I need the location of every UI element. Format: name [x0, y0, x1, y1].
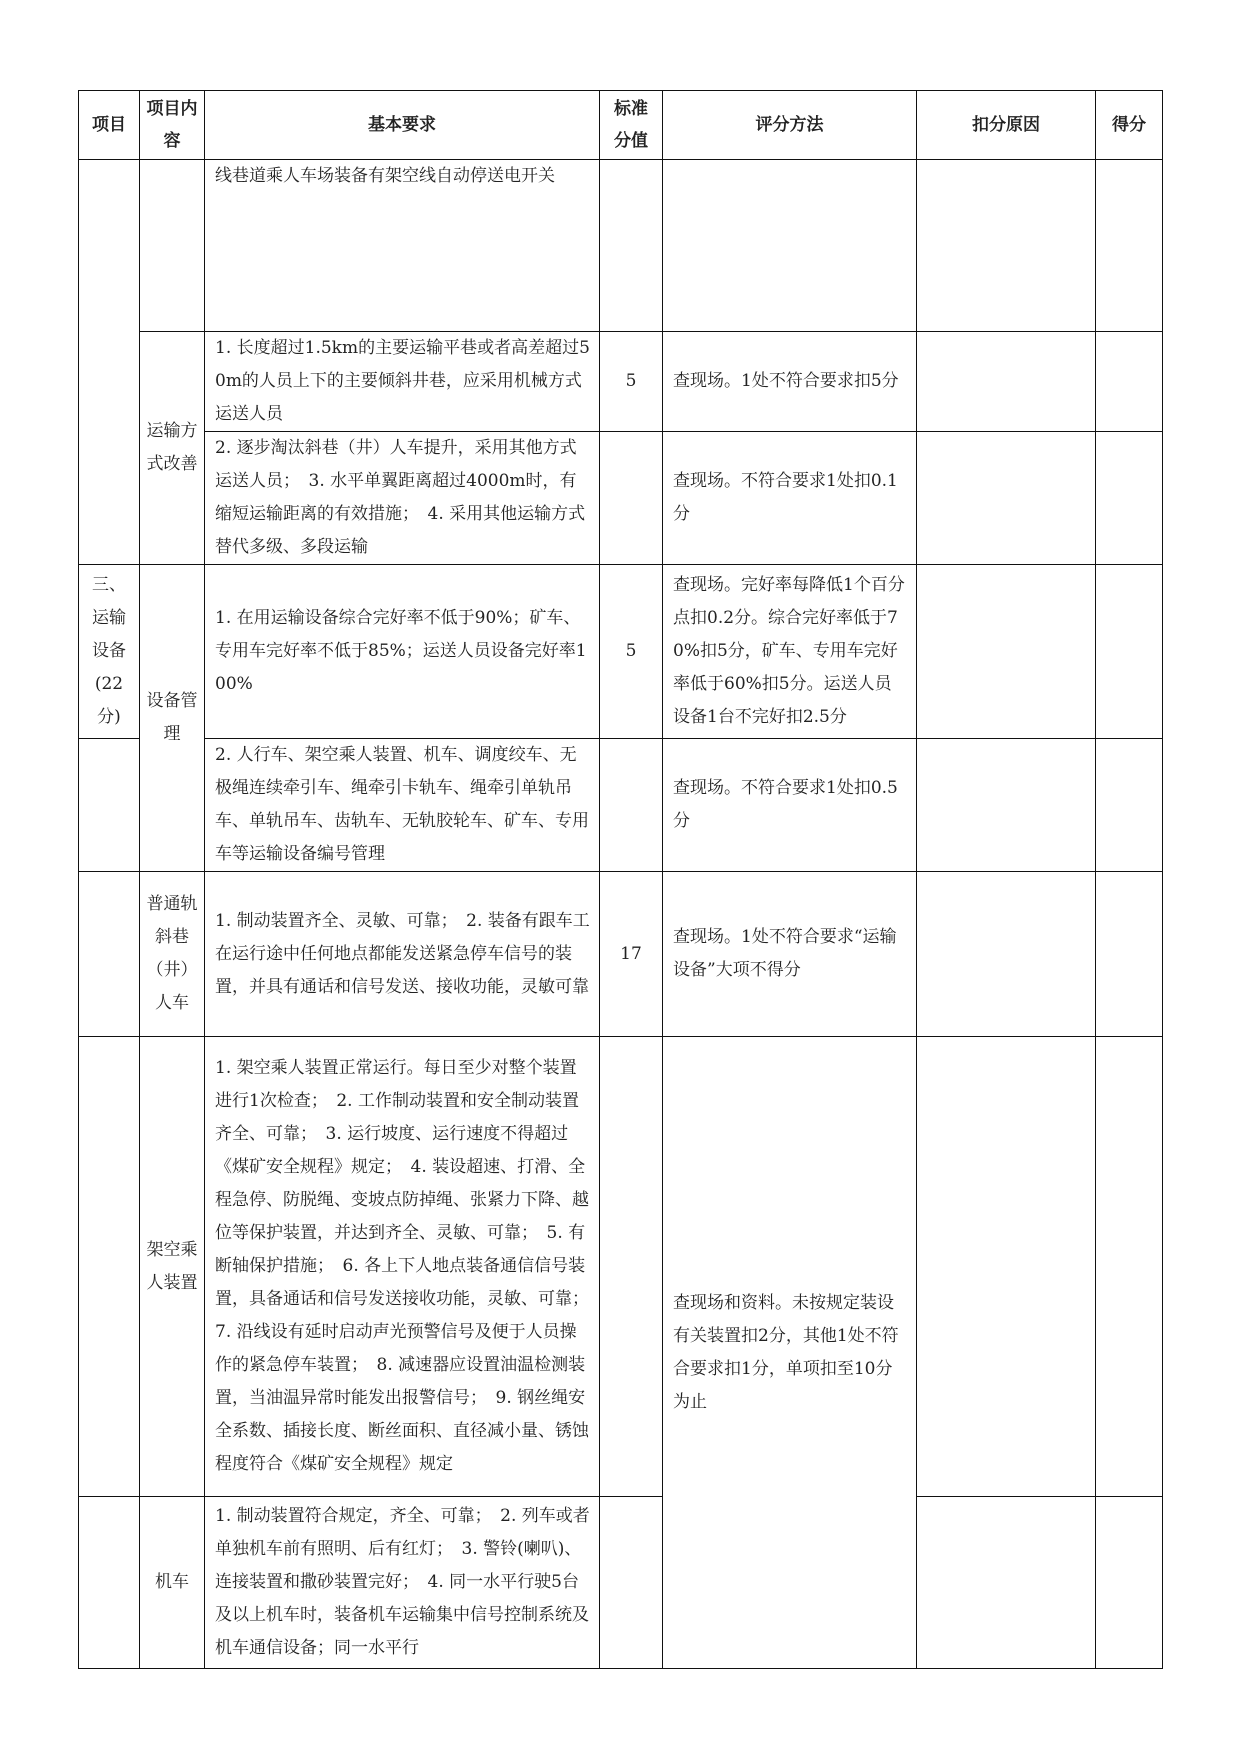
reason-cell: [917, 1037, 1096, 1497]
method-cell: 查现场。不符合要求1处扣0.5分: [663, 739, 917, 872]
score-cell: [600, 1497, 663, 1669]
table-row: [79, 1037, 1163, 1497]
header-requirement: 基本要求: [205, 91, 600, 160]
requirement-cell: 1. 制动装置齐全、灵敏、可靠； 2. 装备有跟车工在运行途中任何地点都能发送紧急停车信号的装置，并具有通话和信号发送、接收功能，灵敏可靠: [205, 872, 600, 1037]
item-cell: [79, 1037, 140, 1497]
content-cell: 普通轨斜巷（井）人车: [140, 872, 205, 1037]
result-cell: [1096, 332, 1163, 432]
method-cell: 查现场。1处不符合要求“运输设备”大项不得分: [663, 872, 917, 1037]
requirement-cell: 2. 人行车、架空乘人装置、机车、调度绞车、无极绳连续牵引车、绳牵引卡轨车、绳牵引单轨吊车、单轨吊车、齿轨车、无轨胶轮车、矿车、专用车等运输设备编号管理: [205, 739, 600, 872]
result-cell: [1096, 1037, 1163, 1497]
header-reason: 扣分原因: [917, 91, 1096, 160]
reason-cell: [917, 1497, 1096, 1669]
header-row: [79, 91, 1163, 160]
score-cell: 5: [600, 332, 663, 432]
content-cell: 设备管理: [140, 565, 205, 872]
score-cell: [600, 432, 663, 565]
header-method: 评分方法: [663, 91, 917, 160]
item-cell: [79, 160, 140, 565]
reason-cell: [917, 332, 1096, 432]
item-cell: 三、运输设备(22分): [79, 565, 140, 739]
requirement-cell: 1. 架空乘人装置正常运行。每日至少对整个装置进行1次检查； 2. 工作制动装置和安全制动装置齐全、可靠； 3. 运行坡度、运行速度不得超过《煤矿安全规程》规定； 4. 装设超速、打滑、全程急停、防脱绳、变坡点防掉绳、张紧力下降、越位等保护装置，并达到齐全、灵敏、可靠； 5. 有断轴保护措施； 6. 各上下人地点装备通信信号装置，具备通话和信号发送接收功能，灵敏、可靠； 7. 沿线设有延时启动声光预警信号及便于人员操作的紧急停车装置； 8. 减速器应设置油温检测装置，当油温异常时能发出报警信号； 9. 钢丝绳安全系数、插接长度、断丝面积、直径减小量、锈蚀程度符合《煤矿安全规程》规定: [205, 1037, 600, 1497]
table-row: [79, 160, 1163, 332]
item-cell: [79, 872, 140, 1037]
table-row: [79, 872, 1163, 1037]
table-row: [79, 1497, 1163, 1669]
scoring-table: [78, 90, 1163, 1669]
requirement-cell: 1. 长度超过1.5km的主要运输平巷或者高差超过50m的人员上下的主要倾斜井巷，应采用机械方式运送人员: [205, 332, 600, 432]
header-item: 项目: [79, 91, 140, 160]
method-cell: [663, 160, 917, 332]
requirement-cell: 1. 在用运输设备综合完好率不低于90%；矿车、专用车完好率不低于85%；运送人员设备完好率100%: [205, 565, 600, 739]
table-row: [79, 332, 1163, 432]
score-cell: [600, 160, 663, 332]
requirement-cell: 1. 制动装置符合规定，齐全、可靠； 2. 列车或者单独机车前有照明、后有红灯； 3. 警铃(喇叭)、连接装置和撒砂装置完好； 4. 同一水平行驶5台及以上机车时，装备机车运输集中信号控制系统及机车通信设备；同一水平行: [205, 1497, 600, 1669]
reason-cell: [917, 160, 1096, 332]
result-cell: [1096, 1497, 1163, 1669]
result-cell: [1096, 739, 1163, 872]
result-cell: [1096, 160, 1163, 332]
score-cell: 17: [600, 872, 663, 1037]
table-row: [79, 432, 1163, 565]
requirement-cell: 2. 逐步淘汰斜巷（井）人车提升，采用其他方式运送人员； 3. 水平单翼距离超过4000m时，有缩短运输距离的有效措施； 4. 采用其他运输方式替代多级、多段运输: [205, 432, 600, 565]
table-row: [79, 565, 1163, 739]
item-cell: [79, 739, 140, 872]
header-score: 标准分值: [600, 91, 663, 160]
content-cell: 机车: [140, 1497, 205, 1669]
requirement-cell: 线巷道乘人车场装备有架空线自动停送电开关: [205, 160, 600, 332]
table-row: [79, 739, 1163, 872]
reason-cell: [917, 872, 1096, 1037]
result-cell: [1096, 565, 1163, 739]
score-cell: 5: [600, 565, 663, 739]
method-cell: 查现场和资料。未按规定装设有关装置扣2分，其他1处不符合要求扣1分，单项扣至10分为止: [663, 1037, 917, 1669]
reason-cell: [917, 739, 1096, 872]
method-cell: 查现场。完好率每降低1个百分点扣0.2分。综合完好率低于70%扣5分，矿车、专用车完好率低于60%扣5分。运送人员设备1台不完好扣2.5分: [663, 565, 917, 739]
reason-cell: [917, 432, 1096, 565]
content-cell: [140, 160, 205, 332]
result-cell: [1096, 872, 1163, 1037]
header-content: 项目内容: [140, 91, 205, 160]
score-cell: [600, 739, 663, 872]
method-cell: 查现场。1处不符合要求扣5分: [663, 332, 917, 432]
content-cell: 运输方式改善: [140, 332, 205, 565]
reason-cell: [917, 565, 1096, 739]
result-cell: [1096, 432, 1163, 565]
score-cell: [600, 1037, 663, 1497]
item-cell: [79, 1497, 140, 1669]
method-cell: 查现场。不符合要求1处扣0.1分: [663, 432, 917, 565]
content-cell: 架空乘人装置: [140, 1037, 205, 1497]
header-result: 得分: [1096, 91, 1163, 160]
